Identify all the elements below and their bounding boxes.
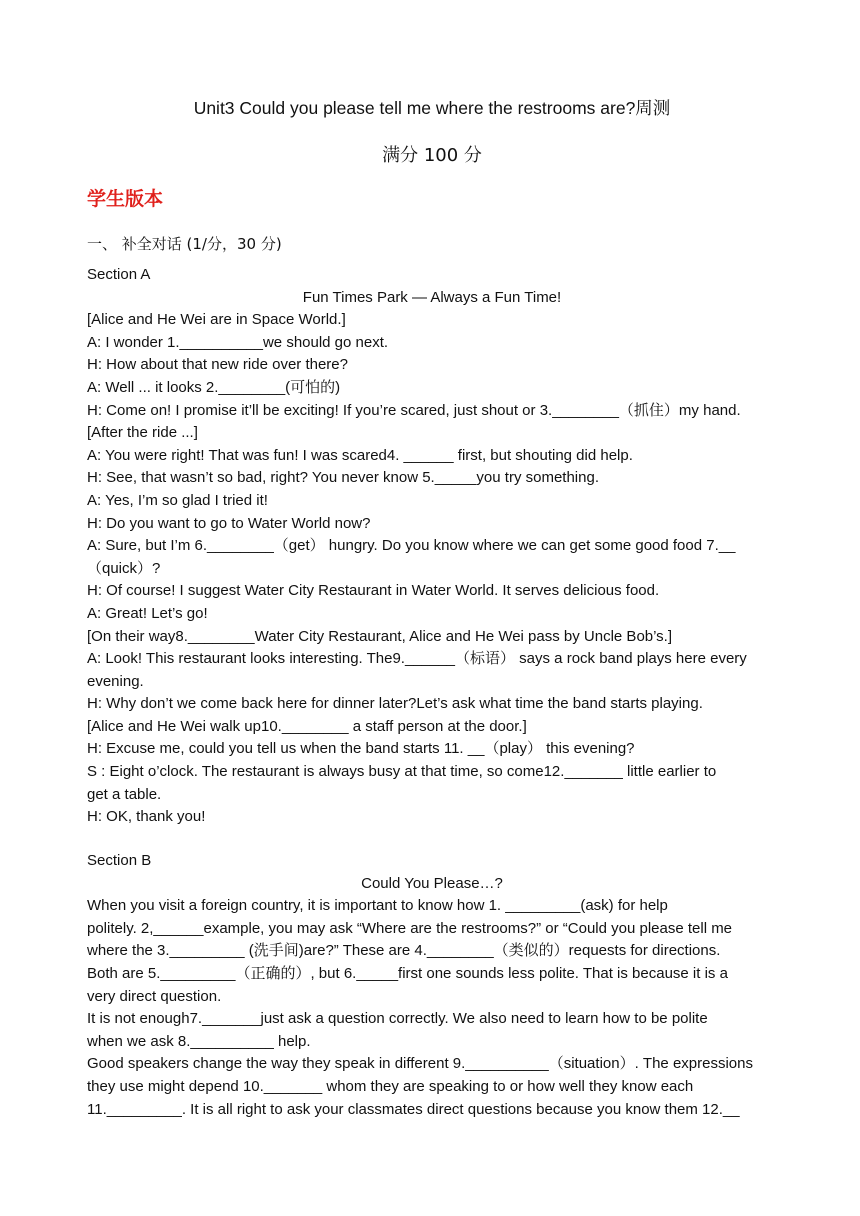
dialogue-line: H: Do you want to go to Water World now? [87,514,371,532]
total-score: 满分 100 分 [382,145,482,166]
dialogue-line: A: Great! Let’s go! [87,604,208,622]
passage-line: where the 3._________ (洗手间)are?” These are 4.________（类似的）requests for directions. [87,942,721,960]
section-a-subtitle: Fun Times Park — Always a Fun Time! [302,288,562,306]
dialogue-line: A: I wonder 1.__________we should go next. [87,333,389,351]
dialogue-line: A: Look! This restaurant looks interesting. The9.______（标语） says a rock band plays here every [87,650,747,668]
document-title: Unit3 Could you please tell me where the restrooms are?周测 [193,98,671,118]
passage-line: when we ask 8.__________ help. [87,1032,311,1050]
dialogue-line: A: You were right! That was fun! I was scared4. ______ first, but shouting did help. [87,446,633,464]
passage-line: 11._________. It is all right to ask your classmates direct questions because you know them 12.__ [87,1100,740,1118]
dialogue-line: A: Well ... it looks 2.________(可怕的) [87,378,341,396]
dialogue-line: A: Sure, but I’m 6.________（get） hungry. Do you know where we can get some good food 7.__ [87,537,736,555]
dialogue-line: [On their way8.________Water City Restaurant, Alice and He Wei pass by Uncle Bob’s.] [87,627,673,645]
dialogue-line: H: Come on! I promise it’ll be exciting! If you’re scared, just shout or 3.________（抓住）my hand. [87,401,741,419]
dialogue-line: H: OK, thank you! [87,808,206,826]
passage-line: politely. 2,______example, you may ask “Where are the restrooms?” or “Could you please tell me [87,919,733,937]
passage-line: Both are 5._________（正确的）, but 6._____first one sounds less polite. That is because it is a [87,964,728,982]
dialogue-line: [Alice and He Wei walk up10.________ a staff person at the door.] [87,717,527,735]
dialogue-line: H: Why don’t we come back here for dinner later?Let’s ask what time the band starts playing. [87,695,703,713]
dialogue-line: get a table. [87,785,162,803]
section-a-heading: Section A [87,266,151,283]
dialogue-line: [After the ride ...] [87,424,198,442]
dialogue-line: H: See, that wasn’t so bad, right? You never know 5._____you try something. [87,469,599,487]
student-version-label: 学生版本 [87,188,164,210]
dialogue-line: [Alice and He Wei are in Space World.] [87,311,346,329]
dialogue-line: A: Yes, I’m so glad I tried it! [87,491,268,509]
dialogue-line: evening. [87,672,144,690]
section-a [87,264,777,829]
passage-line: they use might depend 10._______ whom they are speaking to or how well they know each [87,1077,694,1095]
passage-line: It is not enough7._______just ask a question correctly. We also need to learn how to be polite [87,1010,708,1028]
dialogue-line: H: Of course! I suggest Water City Restaurant in Water World. It serves delicious food. [87,582,660,600]
section-b [87,850,777,1121]
dialogue-line: （quick）? [87,559,161,577]
section-b-heading: Section B [87,852,152,869]
passage-line: Good speakers change the way they speak in different 9.__________（situation）. The expressions [87,1055,753,1073]
section-b-subtitle: Could You Please…? [361,874,503,892]
passage-line: very direct question. [87,987,222,1005]
dialogue-line: H: How about that new ride over there? [87,356,348,374]
passage-line: When you visit a foreign country, it is important to know how 1. _________(ask) for help [87,897,668,915]
dialogue-line: S : Eight o’clock. The restaurant is always busy at that time, so come12._______ little earlier to [87,763,717,781]
dialogue-line: H: Excuse me, could you tell us when the band starts 11. __（play） this evening? [87,740,635,758]
part-one-heading: 一、 补全对话 (1/分，30 分) [87,235,282,253]
